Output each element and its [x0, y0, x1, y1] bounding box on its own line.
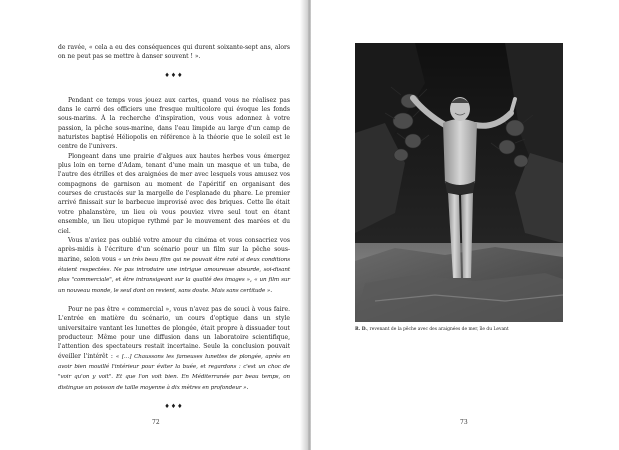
caption-text: , revenant de la pêche avec des araignées de mer, île du Levant: [366, 327, 509, 332]
page-number-right: 73: [460, 419, 468, 426]
paragraph-2: Plongeant dans une prairie d'algues aux hautes herbes vous émergez plus loin en terne d'Adam, tenant d'une main un masque et un tuba, de l'autre des étrilles et des araignées de mer avec lesquels vous amusez vos compagnons de garnison au moment de l'apéritif en organisant des courses de crustacés sur la margelle de l'esplanade du phare. Le premier arrivé finissait sur le barbecue improvisé avec des briques. Cette île était votre phalanstère, un lieu où vous pouviez vivre seul tout en étant ensemble, un lieu utopique rythmé par le mouvement des marées et du ciel.: [58, 152, 290, 235]
photo-caption: [355, 327, 575, 332]
photograph-diver-with-crabs: [355, 43, 563, 322]
caption-initials: R. D.: [355, 327, 367, 332]
photo-illustration: [355, 43, 563, 322]
screenplay-quote: « […] Chaussons les fameuses lunettes de plongée, après en avoir bien mouillé l'intérieur pour éviter la buée, et regardons : c'est un choc de "voir qu'on y voit". Et que l'on voit bien. En Méditerranée par beau temps, on distingue un poisson de taille moyenne à dix mètres en profondeur »: [58, 353, 290, 391]
page-number-left: 72: [152, 419, 160, 426]
paragraph-4: [58, 305, 290, 393]
paragraph-4-text: Pour ne pas être « commercial », vous n'avez pas de souci à vous faire. L'entrée en matière du scénario, un cours d'optique dans un style universitaire vantant les lunettes de plongée, était propre à dissuader tout producteur. Même pour une diffusion dans un laboratoire scientifique, l'attention des spectateurs restait incertaine. Seule la conclusion pouvait éveiller l'intérêt :: [58, 305, 290, 360]
paragraph-4-end: .: [246, 383, 249, 391]
left-page: [0, 0, 308, 450]
film-quote-2: « un film sur un nouveau monde, le seul dont on revient, sans doute. Mais sans certitude »: [58, 277, 290, 294]
paragraph-1: Pendant ce temps vous jouez aux cartes, quand vous ne réalisez pas dans le carré des officiers une fresque multicolore qui évoque les fonds sous-marins. À la recherche d'inspiration, vous vous adonnez à votre passion, la pêche sous-marine, dans l'eau limpide au large d'un camp de naturistes baptisé Héliopolis en référence à la théorie que le soleil est le centre de l'univers.: [58, 96, 290, 151]
paragraph-gap: [58, 296, 290, 305]
paragraph-3-separator: ,: [249, 276, 255, 284]
paragraph-3-end: .: [270, 286, 273, 294]
section-ornament-end: ♦♦♦: [164, 403, 184, 410]
section-ornament: ♦♦♦: [164, 71, 184, 79]
opening-fragment: de ravée, « cela a eu des conséquences qui durent soixante-sept ans, alors on ne peut pas se mettre à danser souvent ! ».: [58, 44, 290, 61]
paragraph-3-text: Vous n'aviez pas oublié votre amour du cinéma et vous consacriez vos après-midis à l'écriture d'un scénario pour un film sur la pêche sous-marine, selon vous: [58, 236, 290, 263]
paragraph-3: [58, 236, 290, 296]
film-quote-1: « un très beau film qui ne pouvait être raté si deux conditions étaient respectées. Ne pas introduire une intrigue amoureuse absurde, soi-disant plus "commerciale", et être intransigeant sur la qualité des images »: [58, 256, 290, 284]
body-text: [58, 43, 290, 427]
